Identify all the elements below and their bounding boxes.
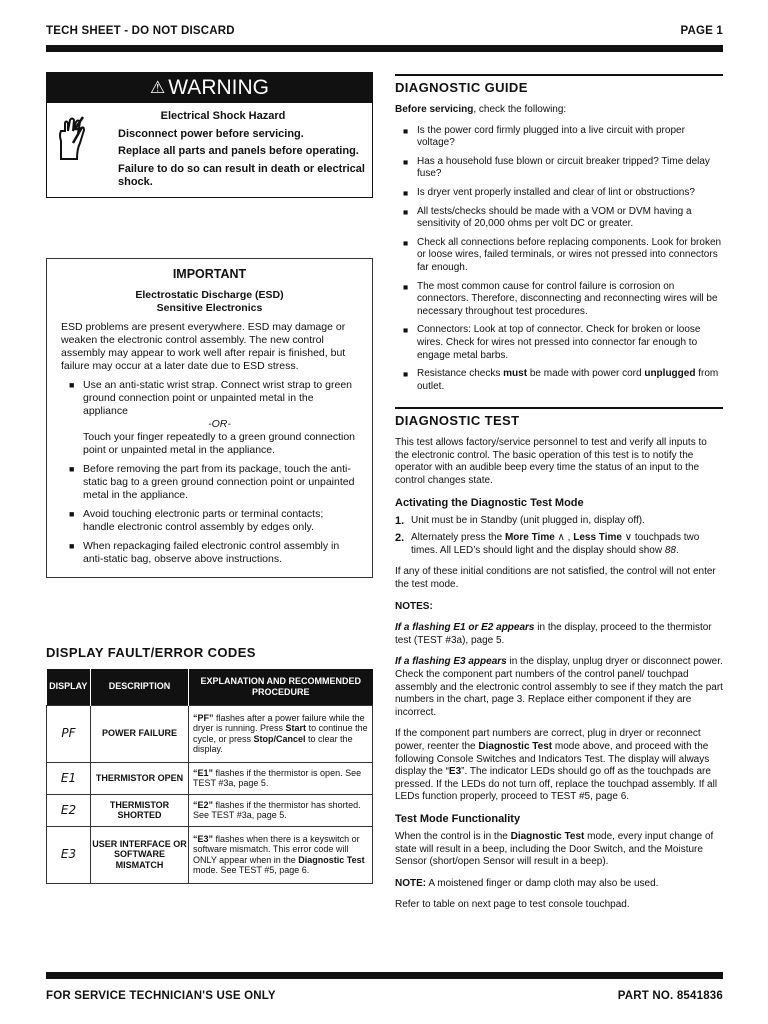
fault-explanation: “E2” flashes if the thermistor has shorted. See TEST #3a, page 5. xyxy=(189,794,373,826)
warning-box xyxy=(46,72,373,198)
fault-description: USER INTERFACE OR SOFTWARE MISMATCH xyxy=(91,826,189,883)
notes-heading: NOTES: xyxy=(395,600,433,612)
important-subtitle-2: Sensitive Electronics xyxy=(156,301,263,314)
important-list xyxy=(69,379,356,566)
guide-list xyxy=(395,125,723,394)
col-explanation: EXPLANATION AND RECOMMENDED PROCEDURE xyxy=(189,669,373,705)
important-item-2: ■ Before removing the part from its package, touch the anti-static bag to a green ground connection point or unpainted metal in the appliance. xyxy=(69,463,356,502)
important-title: IMPORTANT xyxy=(172,267,247,281)
step-2: 2. Alternately press the More Time ∧ , Less Time ∨ touchpads two times. All LED’s should light and the display should show 88. xyxy=(395,532,700,556)
test-rule xyxy=(395,407,723,409)
col-display: DISPLAY xyxy=(47,669,91,705)
important-subtitle-1: Electrostatic Discharge (ESD) xyxy=(135,289,284,301)
list-item: ■ The most common cause for control failure is corrosion on connectors. Therefore, disconnecting and reconnecting wires will be necessary throughout test procedures. xyxy=(395,281,723,319)
page-number: PAGE 1 xyxy=(680,25,723,37)
note-part-numbers: If the component part numbers are correct, plug in dryer or reconnect power, reenter the Diagnostic Test mode above, and proceed with the following Console Switches and Indicators Test. The display will always display the “E3”. The indicator LEDs should go off as the touchpads are pressed. If the LEDs do not turn off, replace the touchpad assembly. If all LEDs function properly, proceed to TEST #5, page 6. xyxy=(395,728,718,803)
activation-steps xyxy=(395,515,723,558)
important-item-4: ■ When repackaging failed electronic control assembly in anti-static bag, observe above instructions. xyxy=(69,540,356,566)
list-item: ■ Has a household fuse blown or circuit breaker tripped? Time delay fuse? xyxy=(395,156,723,181)
warning-title-bar xyxy=(47,73,372,103)
fault-explanation: “E1” flashes if the thermistor is open. See TEST #3a, page 5. xyxy=(189,762,373,794)
warning-hazard: Electrical Shock Hazard xyxy=(160,110,286,122)
important-item-1 xyxy=(69,379,356,457)
list-item: ■ Resistance checks must be made with power cord unplugged from outlet. xyxy=(395,368,723,393)
guide-before: Before servicing, check the following: xyxy=(395,104,567,115)
test-if-any: If any of these initial conditions are not satisfied, the control will not enter the test mode. xyxy=(395,566,716,591)
fault-code: E1 xyxy=(47,762,91,794)
test-heading: DIAGNOSTIC TEST xyxy=(395,413,520,429)
header-left: TECH SHEET - DO NOT DISCARD xyxy=(46,25,235,37)
fault-code: PF xyxy=(47,705,91,762)
guide-heading: DIAGNOSTIC GUIDE xyxy=(395,80,528,95)
warning-line-2: Replace all parts and panels before operating. xyxy=(118,145,359,157)
functionality-heading: Test Mode Functionality xyxy=(395,812,521,825)
fault-table xyxy=(46,669,373,884)
fault-code: E3 xyxy=(47,826,91,883)
list-item: ■ Connectors: Look at top of connector. Check for broken or loose wires. Check for wires not pressed into connector far enough to engage metal barbs. xyxy=(395,324,723,362)
note-moistened: NOTE: A moistened finger or damp cloth may also be used. xyxy=(395,877,659,889)
activating-heading: Activating the Diagnostic Test Mode xyxy=(395,496,584,509)
col-description: DESCRIPTION xyxy=(91,669,189,705)
important-item-1-text: Use an anti-static wrist strap. Connect wrist strap to green ground connection point or unpainted metal in the appliance xyxy=(83,379,353,417)
footer-left: FOR SERVICE TECHNICIAN'S USE ONLY xyxy=(46,990,276,1002)
warning-triangle-icon: ⚠ xyxy=(150,78,166,97)
step-1: 1. Unit must be in Standby (unit plugged in, display off). xyxy=(395,514,645,527)
important-intro: ESD problems are present everywhere. ESD may damage or weaken the electronic control assembly. The new control assembly may appear to work well after repair is finished, but failure may occur at a later date due to ESD stress. xyxy=(61,321,346,372)
footer-rule xyxy=(46,972,723,979)
warning-title: WARNING xyxy=(168,76,269,99)
fault-code: E2 xyxy=(47,794,91,826)
fault-explanation: “PF” flashes after a power failure while the dryer is running. Press Start to continue the cycle, or press Stop/Cancel to clear the display. xyxy=(189,705,373,762)
important-box xyxy=(46,258,373,578)
right-column xyxy=(395,74,723,912)
list-item: ■ Is the power cord firmly plugged into a live circuit with proper voltage? xyxy=(395,125,723,150)
table-row xyxy=(47,705,373,762)
table-row xyxy=(47,794,373,826)
fault-description: THERMISTOR SHORTED xyxy=(91,794,189,826)
important-subtitle xyxy=(47,289,372,314)
important-or: -OR- xyxy=(208,418,231,430)
refer-text: Refer to table on next page to test console touchpad. xyxy=(395,899,630,911)
header-rule xyxy=(46,45,723,52)
table-row xyxy=(47,762,373,794)
warning-line-3: Failure to do so can result in death or electrical shock. xyxy=(118,162,365,188)
note-e1-e2: If a flashing E1 or E2 appears in the display, proceed to the thermistor test (TEST #3a), page 5. xyxy=(395,622,712,646)
guide-rule xyxy=(395,74,723,76)
part-number: PART NO. 8541836 xyxy=(617,990,723,1002)
list-item: ■ All tests/checks should be made with a VOM or DVM having a sensitivity of 20,000 ohms per volt DC or greater. xyxy=(395,206,723,231)
important-item-1b-text: Touch your finger repeatedly to a green ground connection point or unpainted metal in the appliance. xyxy=(83,431,356,456)
test-intro: This test allows factory/service personnel to test and verify all inputs to the electronic control. The basic operation of this test is to notify the operator with an audible beep every time the status of an input to the control changes state. xyxy=(395,437,707,487)
note-e3: If a flashing E3 appears in the display, unplug dryer or disconnect power. Check the component part numbers of the control panel/ touchpad assembly and the electronic control assembly to see if they match the part numbers in the chart, page 3. Replace either component if they are incorrect. xyxy=(395,656,723,718)
list-item: ■ Check all connections before replacing components. Look for broken or loose wires, failed terminals, or wires not pressed into connectors far enough. xyxy=(395,237,723,275)
fault-explanation: “E3” flashes when there is a keyswitch or software mismatch. This error code will ONLY appear when in the Diagnostic Test mode. See TEST #5, page 6. xyxy=(189,826,373,883)
fault-heading: DISPLAY FAULT/ERROR CODES xyxy=(46,645,256,660)
fault-description: POWER FAILURE xyxy=(91,705,189,762)
list-item: ■ Is dryer vent properly installed and clear of lint or obstructions? xyxy=(395,187,723,200)
table-row xyxy=(47,826,373,883)
important-item-3: ■ Avoid touching electronic parts or terminal contacts; handle electronic control assembly by edges only. xyxy=(69,508,356,534)
warning-line-1: Disconnect power before servicing. xyxy=(118,127,304,140)
functionality-text: When the control is in the Diagnostic Test mode, every input change of state will result in a beep, including the Door Switch, and the Moisture Sensor (short/open Sensor will result in a beep). xyxy=(395,830,714,868)
fault-description: THERMISTOR OPEN xyxy=(91,762,189,794)
